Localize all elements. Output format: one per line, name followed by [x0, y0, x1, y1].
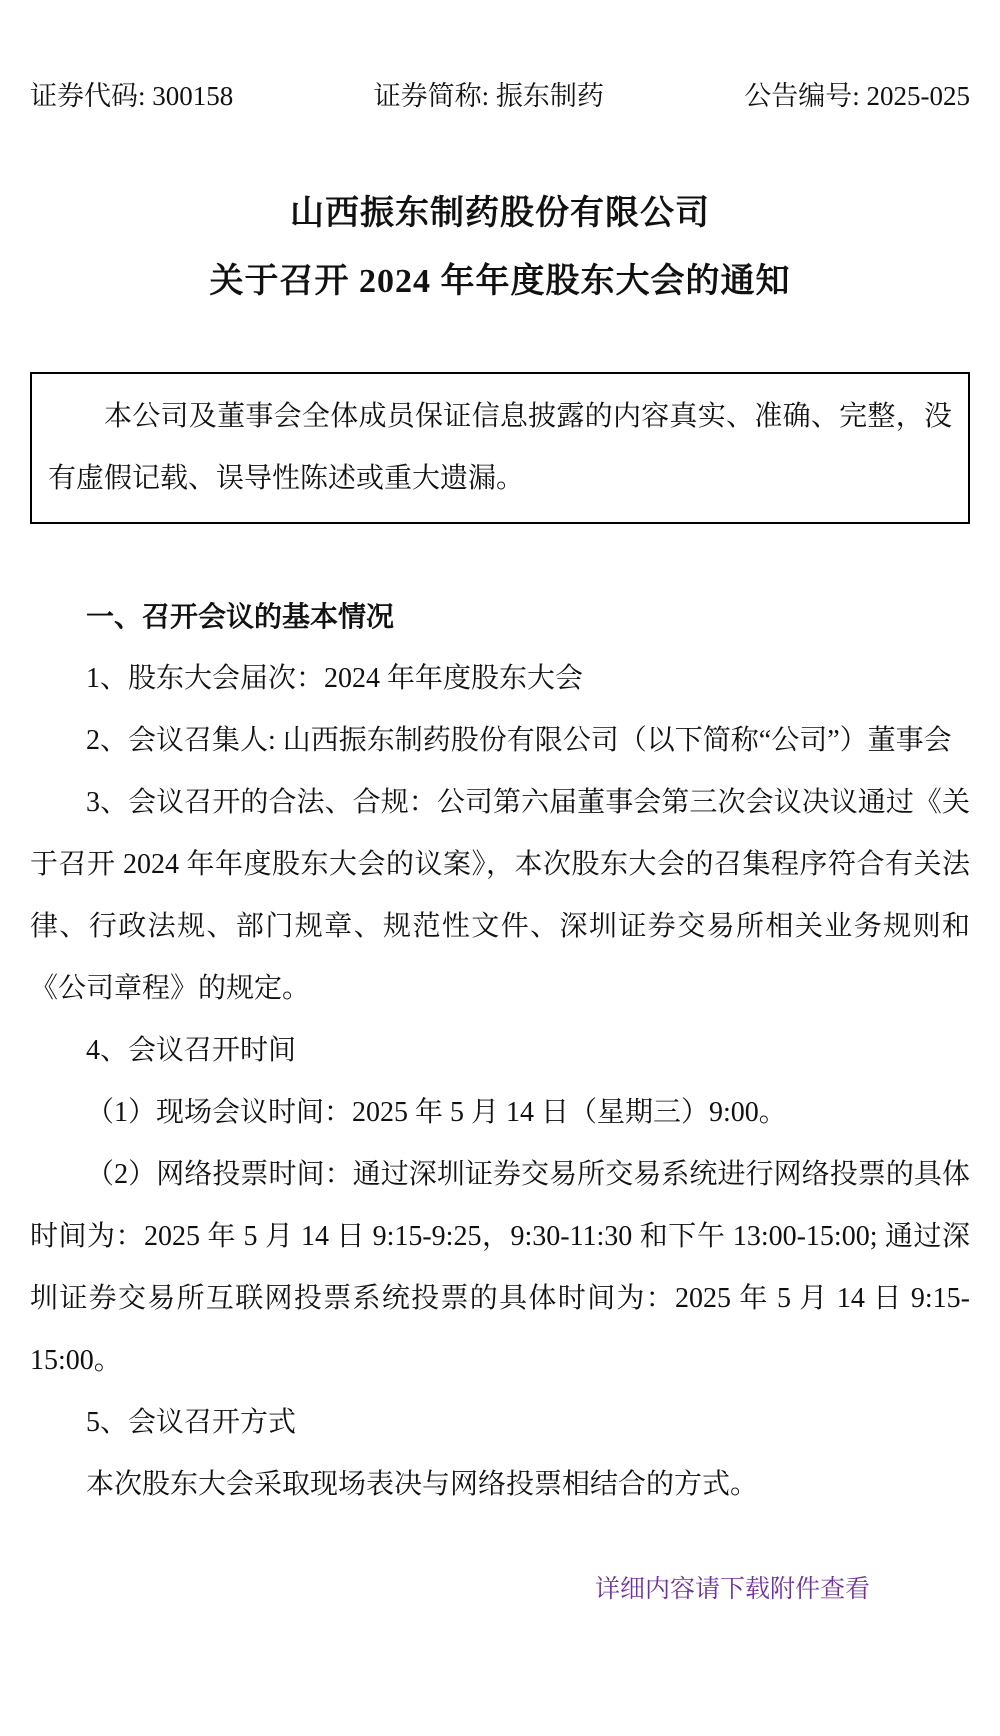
body-paragraph: 5、会议召开方式	[86, 1407, 297, 1438]
company-title: 山西振东制药股份有限公司	[290, 195, 710, 232]
body-paragraph: （1）现场会议时间：2025 年 5 月 14 日（星期三）9:00。	[86, 1097, 787, 1128]
body-paragraph: 1、股东大会届次：2024 年年度股东大会	[86, 663, 584, 694]
disclaimer-box	[30, 372, 970, 524]
body-paragraph: 本次股东大会采取现场表决与网络投票相结合的方式。	[86, 1469, 759, 1500]
header-row	[30, 0, 970, 112]
body-content	[30, 586, 970, 1516]
body-paragraph: （2）网络投票时间：通过深圳证券交易所交易系统进行网络投票的具体时间为：2025 年 5 月 14 日 9:15-9:25，9:30-11:30 和下午 13:00-15:00; 通过深圳证券交易所互联网投票系统投票的具体时间为：2025 年 5 月 14 日 9:15-15:00。	[30, 1159, 970, 1376]
download-attachment-link[interactable]: 详细内容请下载附件查看	[594, 1575, 870, 1603]
stock-short-name-text: 证券简称: 振东制药	[373, 81, 604, 111]
disclaimer-text: 本公司及董事会全体成员保证信息披露的内容真实、准确、完整，没有虚假记载、误导性陈述或重大遗漏。	[48, 401, 952, 494]
stock-code-text: 证券代码: 300158	[30, 81, 234, 111]
announcement-number-text: 公告编号: 2025-025	[744, 81, 970, 111]
notice-title: 关于召开 2024 年年度股东大会的通知	[209, 263, 791, 300]
section-heading: 一、召开会议的基本情况	[86, 601, 395, 632]
body-paragraph: 3、会议召开的合法、合规：公司第六届董事会第三次会议决议通过《关于召开 2024 年年度股东大会的议案》，本次股东大会的召集程序符合有关法律、行政法规、部门规章、规范性文件、深圳证券交易所相关业务规则和《公司章程》的规定。	[30, 787, 970, 1004]
footer-row	[30, 1571, 970, 1608]
body-paragraph: 4、会议召开时间	[86, 1035, 297, 1066]
body-paragraph: 2、会议召集人: 山西振东制药股份有限公司（以下简称“公司”）董事会	[86, 725, 952, 756]
